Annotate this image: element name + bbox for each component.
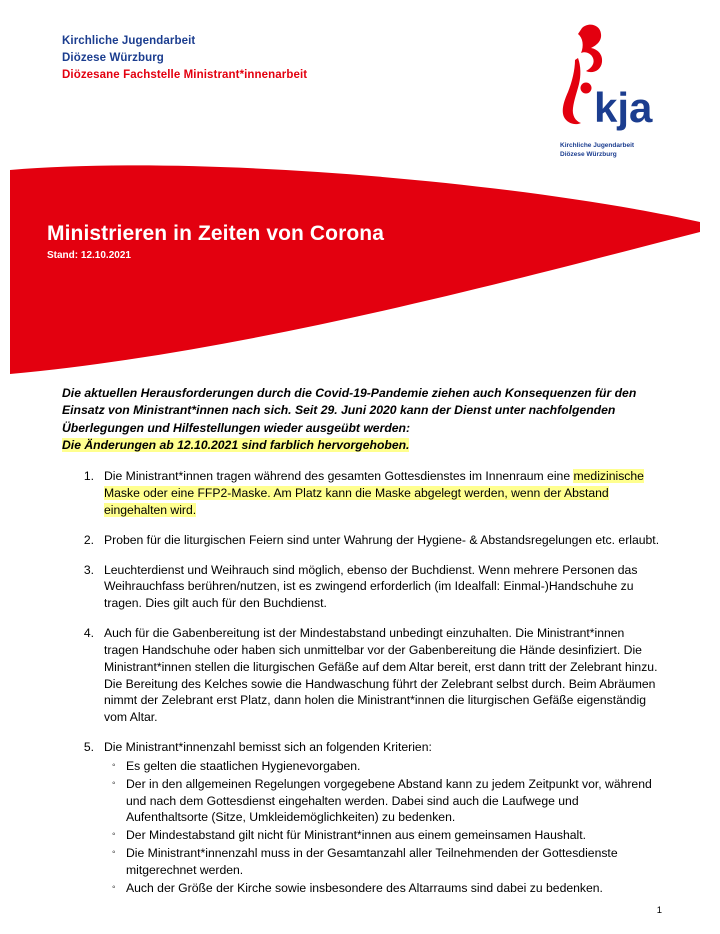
list-item xyxy=(83,739,662,896)
sub-list-item xyxy=(112,827,662,844)
title-banner xyxy=(0,160,720,385)
circle-bullet-icon: ◦ xyxy=(112,847,116,859)
organisation-block xyxy=(62,33,307,84)
org-line-3: Diözesane Fachstelle Ministrant*innenarbeit xyxy=(62,69,308,82)
kja-logo xyxy=(548,22,668,162)
sub-list-item xyxy=(112,776,662,826)
list-item-number: 3. xyxy=(83,562,94,577)
sub-list-item-text: Die Ministrant*innenzahl muss in der Gesamtanzahl aller Teilnehmenden der Gottesdienste mitgerechnet werden. xyxy=(126,846,618,877)
circle-bullet-icon: ◦ xyxy=(112,881,116,893)
svg-text:kja: kja xyxy=(594,84,653,131)
logo-caption-line-1: Kirchliche Jugendarbeit xyxy=(560,142,635,149)
document-header xyxy=(0,0,720,160)
list-item-text: Auch für die Gabenbereitung ist der Mindestabstand unbedingt einzuhalten. Die Ministrant*innen tragen Handschuhe oder haben sich unmittelbar vor der Gabenbereitung die Hände desinfiziert. Die Ministrant*innen stellen die liturgischen Gefäße auf dem Altar bereit, erst dann tritt der Zelebrant hinzu. Die Bereitung des Kelches sowie die Handwaschung führt der Zelebrant selbst durch. Beim Abräumen nimmt der Zelebrant erst Platz, dann holen die Ministrant*innen die liturgischen Gefäße eigenständig vom Altar. xyxy=(104,626,658,725)
list-item-text: Leuchterdienst und Weihrauch sind möglich, ebenso der Buchdienst. Wenn mehrere Personen das Weihrauchfass berühren/nutzen, ist es zwingend erforderlich (im Idealfall: Einmal-)Handschuhe zu tragen. Dies gilt auch für den Buchdienst. xyxy=(104,562,638,611)
intro-highlight: Die Änderungen ab 12.10.2021 sind farblich hervorgehoben. xyxy=(62,437,410,452)
sub-list-item-text: Es gelten die staatlichen Hygienevorgaben. xyxy=(126,758,361,773)
circle-bullet-icon: ◦ xyxy=(112,759,116,771)
page-number: 1 xyxy=(656,905,662,916)
list-item-text: Die Ministrant*innenzahl bemisst sich an folgenden Kriterien: xyxy=(104,740,432,755)
intro-text: Die aktuellen Herausforderungen durch die Covid-19-Pandemie ziehen auch Konsequenzen für den Einsatz von Ministrant*innen nach sich. Seit 29. Juni 2020 kann der Dienst unter nachfolgenden Überlegungen und Hilfestellungen wieder ausgeübt werden: xyxy=(62,386,637,435)
list-item-text: Proben für die liturgischen Feiern sind unter Wahrung der Hygiene- & Abstandsregelungen etc. erlaubt. xyxy=(104,532,660,547)
banner-shape xyxy=(0,160,720,385)
circle-bullet-icon: ◦ xyxy=(112,829,116,841)
document-title: Ministrieren in Zeiten von Corona xyxy=(47,222,385,245)
list-item xyxy=(83,625,662,726)
sub-list-item xyxy=(112,758,662,775)
sub-list-item-text: Der Mindestabstand gilt nicht für Ministrant*innen aus einem gemeinsamen Haushalt. xyxy=(126,828,586,843)
sub-list-item-text: Auch der Größe der Kirche sowie insbesondere des Altarraums sind dabei zu bedenken. xyxy=(126,880,603,895)
org-line-2: Diözese Würzburg xyxy=(62,51,164,64)
org-line-1: Kirchliche Jugendarbeit xyxy=(62,35,196,47)
list-item-number: 2. xyxy=(83,532,94,547)
logo-caption-line-2: Diözese Würzburg xyxy=(560,150,617,158)
kja-logo-icon xyxy=(548,22,668,138)
sub-list-item xyxy=(112,845,662,879)
document-body xyxy=(0,385,720,910)
sub-list-item-text: Der in den allgemeinen Regelungen vorgegebene Abstand kann zu jedem Zeitpunkt vor, während und nach dem Gottesdienst eingehalten werden. Dabei sind auch die Laufwege und Aufenthaltsorte (Sitze, Umkleidemöglichkeiten) zu bedenken. xyxy=(126,776,652,825)
measures-list xyxy=(0,468,720,896)
list-item xyxy=(83,468,662,518)
circle-bullet-icon: ◦ xyxy=(112,777,116,789)
intro-paragraph xyxy=(62,385,662,454)
criteria-sub-list xyxy=(104,758,662,897)
list-item-number: 1. xyxy=(83,469,94,484)
list-item xyxy=(83,532,662,549)
document-date: Stand: 12.10.2021 xyxy=(47,250,131,261)
list-item-number: 5. xyxy=(83,740,94,755)
list-item-text: Die Ministrant*innen tragen während des gesamten Gottesdienstes im Innenraum eine xyxy=(104,469,574,484)
logo-caption xyxy=(560,142,634,160)
list-item-highlight: medizinische Maske oder eine FFP2-Maske. Am Platz kann die Maske abgelegt werden, wenn der Abstand eingehalten wird. xyxy=(104,469,644,517)
list-item xyxy=(83,562,662,612)
sub-list-item xyxy=(112,880,662,897)
list-item-number: 4. xyxy=(83,626,94,641)
